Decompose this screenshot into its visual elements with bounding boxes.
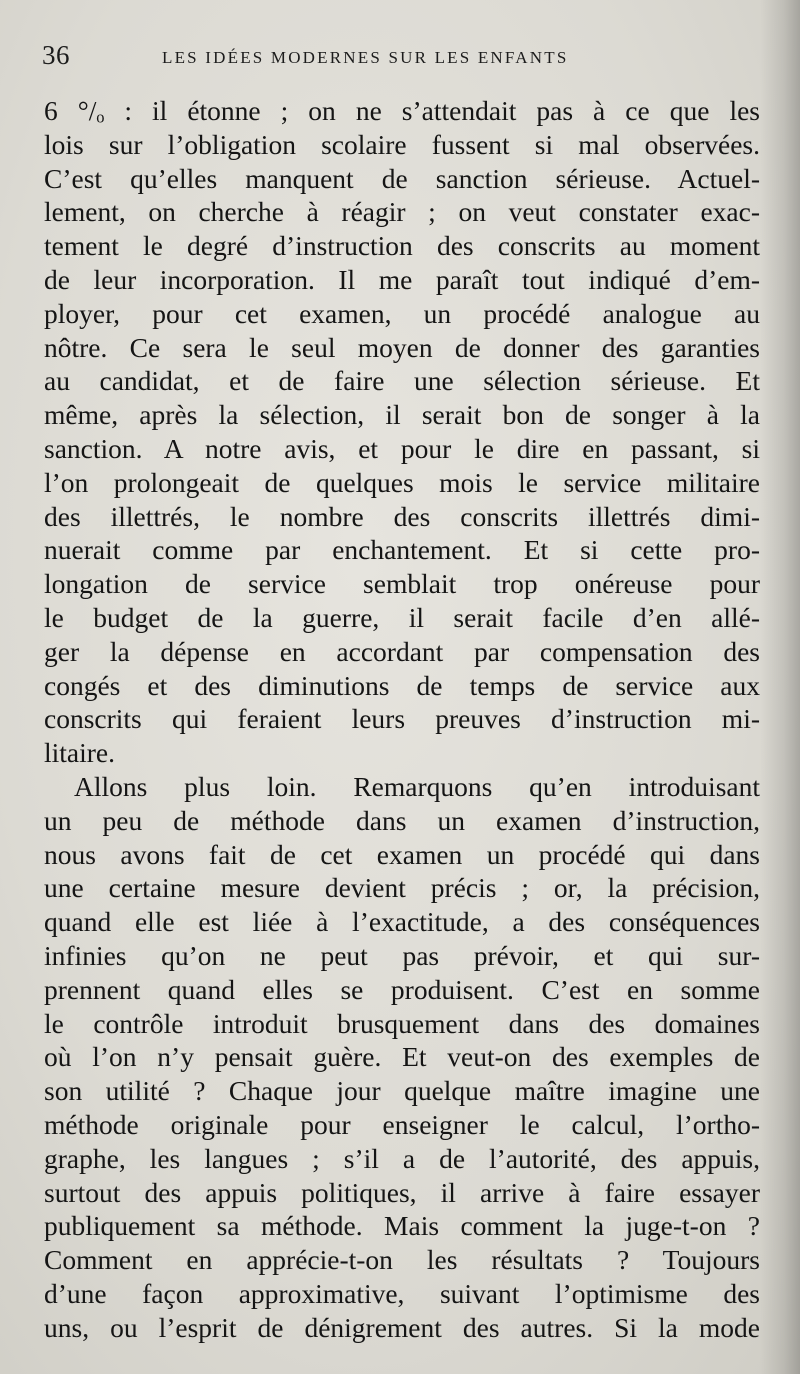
paragraph-1	[44, 94, 760, 770]
text-line: un peu de méthode dans un examen d’instruction,	[44, 804, 760, 836]
text-line: longation de service semblait trop onéreuse pour	[44, 568, 760, 600]
text-line: 6 °/ₒ : il étonne ; on ne s’attendait pas à ce que les	[44, 95, 760, 126]
text-line: nôtre. Ce sera le seul moyen de donner des garanties	[44, 331, 760, 363]
text-line: de leur incorporation. Il me paraît tout indiqué d’em-	[44, 263, 760, 295]
text-line: sanction. A notre avis, et pour le dire en passant, si	[44, 432, 760, 464]
page-number: 36	[42, 40, 70, 70]
text-line: où l’on n’y pensait guère. Et veut-on des exemples de	[44, 1041, 760, 1073]
text-line: C’est qu’elles manquent de sanction sérieuse. Actuel-	[44, 162, 760, 194]
text-line: son utilité ? Chaque jour quelque maître imagine une	[44, 1075, 760, 1107]
text-line: nuerait comme par enchantement. Et si cette pro-	[44, 534, 760, 566]
text-line: litaire.	[44, 737, 116, 769]
body-text	[44, 94, 760, 1344]
text-line: une certaine mesure devient précis ; or, la précision,	[44, 872, 760, 904]
running-title: LES IDÉES MODERNES SUR LES ENFANTS	[162, 48, 569, 67]
text-line: uns, ou l’esprit de dénigrement des autres. Si la mode	[44, 1311, 760, 1343]
text-line: quand elle est liée à l’exactitude, a des conséquences	[44, 906, 760, 938]
text-line: nous avons fait de cet examen un procédé qui dans	[44, 838, 760, 870]
running-head	[42, 38, 762, 78]
text-line: congés et des diminutions de temps de service aux	[44, 669, 760, 701]
text-line: Comment en apprécie-t-on les résultats ? Toujours	[44, 1244, 760, 1276]
text-line: des illettrés, le nombre des conscrits illettrés dimi-	[44, 500, 760, 532]
text-line: surtout des appuis politiques, il arrive à faire essayer	[44, 1176, 760, 1208]
text-line: l’on prolongeait de quelques mois le service militaire	[44, 466, 760, 498]
text-line: lois sur l’obligation scolaire fussent si mal observées.	[44, 128, 760, 160]
text-line: prennent quand elles se produisent. C’est en somme	[44, 973, 760, 1005]
text-line: le contrôle introduit brusquement dans des domaines	[44, 1007, 760, 1039]
text-line: tement le degré d’instruction des conscrits au moment	[44, 230, 760, 262]
paragraph-2	[44, 770, 760, 1345]
text-line: graphe, les langues ; s’il a de l’autorité, des appuis,	[44, 1142, 760, 1174]
text-line: au candidat, et de faire une sélection sérieuse. Et	[44, 365, 760, 397]
text-line: le budget de la guerre, il serait facile d’en allé-	[44, 601, 760, 633]
text-line: infinies qu’on ne peut pas prévoir, et qui sur-	[44, 939, 760, 971]
text-line: méthode originale pour enseigner le calcul, l’ortho-	[44, 1108, 760, 1140]
text-line: ger la dépense en accordant par compensation des	[44, 635, 760, 667]
text-line: ployer, pour cet examen, un procédé analogue au	[44, 297, 760, 329]
text-line: conscrits qui feraient leurs preuves d’instruction mi-	[44, 703, 760, 735]
text-line: Allons plus loin. Remarquons qu’en introduisant	[74, 770, 760, 802]
text-line: même, après la sélection, il serait bon de songer à la	[44, 399, 760, 431]
text-line: publiquement sa méthode. Mais comment la juge-t-on ?	[44, 1210, 760, 1242]
page-edge-shadow	[760, 0, 800, 1374]
text-line: d’une façon approximative, suivant l’optimisme des	[44, 1277, 760, 1309]
text-line: lement, on cherche à réagir ; on veut constater exac-	[44, 196, 760, 228]
